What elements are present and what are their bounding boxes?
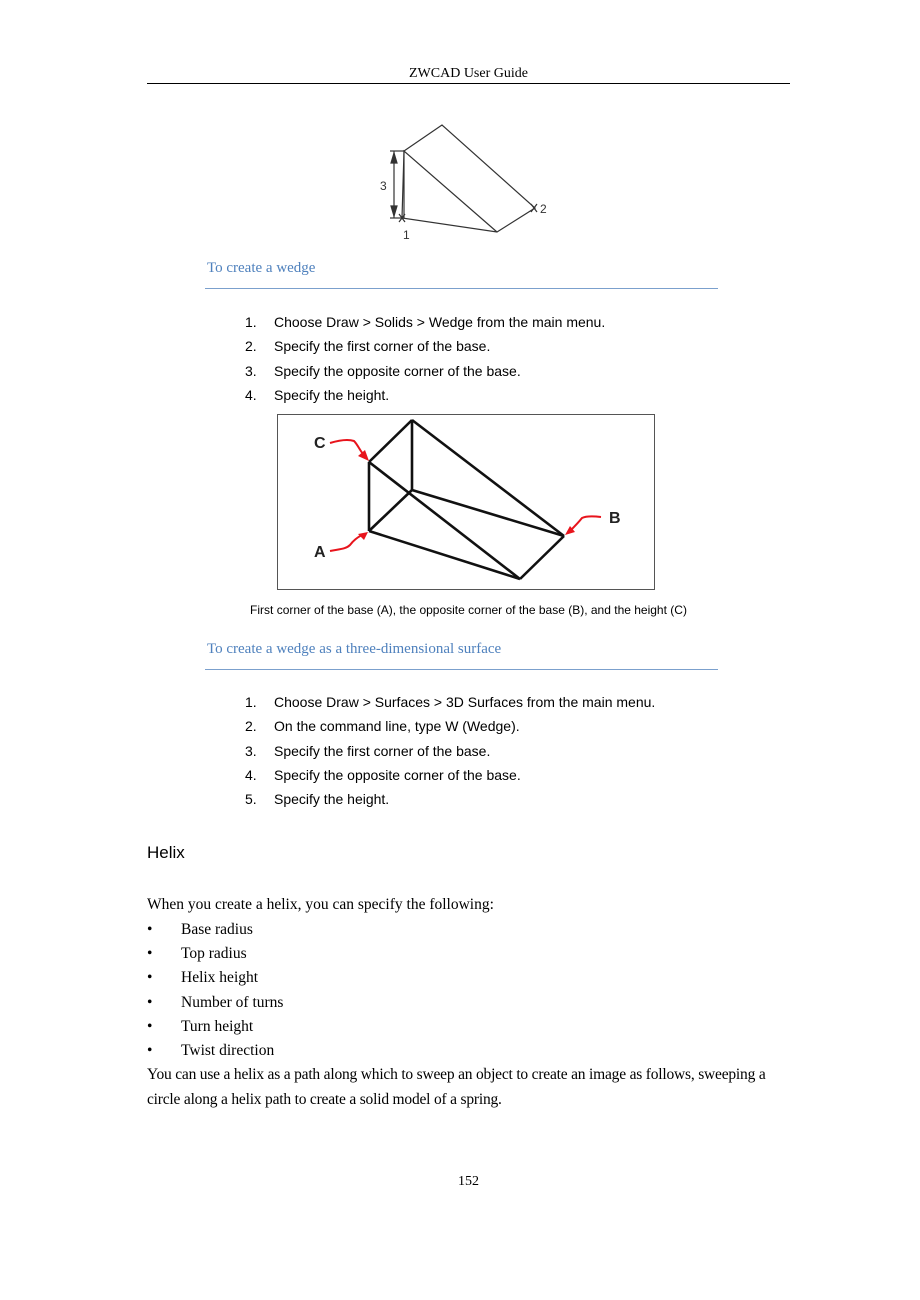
list-item: 4. Specify the height. [245,386,390,403]
list-item: 1. Choose Draw > Solids > Wedge from the main menu. [245,314,606,330]
helix-options-list [147,918,283,1063]
list-item: 4. Specify the opposite corner of the base. [245,766,521,783]
list-item: • Helix height [147,966,283,990]
list-item: 1. Choose Draw > Surfaces > 3D Surfaces from the main menu. [245,694,656,710]
section-rule [205,669,718,670]
section-heading-surface: To create a wedge as a three-dimensional surface [207,641,502,657]
label-a: A [314,544,326,561]
list-item: 3. Specify the opposite corner of the base. [245,362,521,379]
surface-steps-list [245,690,655,811]
label-b: B [609,510,621,527]
list-item: 2. Specify the first corner of the base. [245,338,491,355]
header-rule [147,83,790,84]
section-rule [205,288,718,289]
list-item: • Number of turns [147,991,283,1015]
figure-caption: First corner of the base (A), the opposite corner of the base (B), and the height (C) [250,603,687,617]
list-item: • Turn height [147,1015,283,1039]
wedge-steps-list [245,310,605,407]
label-2: 2 [540,202,547,216]
bullet-icon: • [147,921,153,938]
list-item: • Top radius [147,942,283,966]
wedge-figure-1 [372,115,552,245]
helix-paragraph: You can use a helix as a path along which to sweep an object to create an image as follows, sweeping a circle along a helix path to create a solid model of a spring. [147,1066,766,1108]
list-item: • Base radius [147,918,283,942]
running-header: ZWCAD User Guide [409,66,528,81]
list-item: • Twist direction [147,1039,283,1063]
list-item: 3. Specify the first corner of the base. [245,742,491,759]
helix-intro: When you create a helix, you can specify the following: [147,896,494,913]
label-3: 3 [380,179,387,193]
bullet-icon: • [147,1041,153,1059]
section-heading-wedge: To create a wedge [207,260,316,276]
label-c: C [314,435,326,452]
section-title-helix: Helix [147,843,185,862]
wedge-figure-2 [277,414,655,590]
list-item: 2. On the command line, type W (Wedge). [245,718,520,735]
bullet-icon: • [147,969,153,987]
list-item: 5. Specify the height. [245,791,390,808]
bullet-icon: • [147,945,153,963]
label-1: 1 [403,228,410,242]
bullet-icon: • [147,993,153,1011]
bullet-icon: • [147,1017,153,1035]
page-number: 152 [458,1174,479,1189]
